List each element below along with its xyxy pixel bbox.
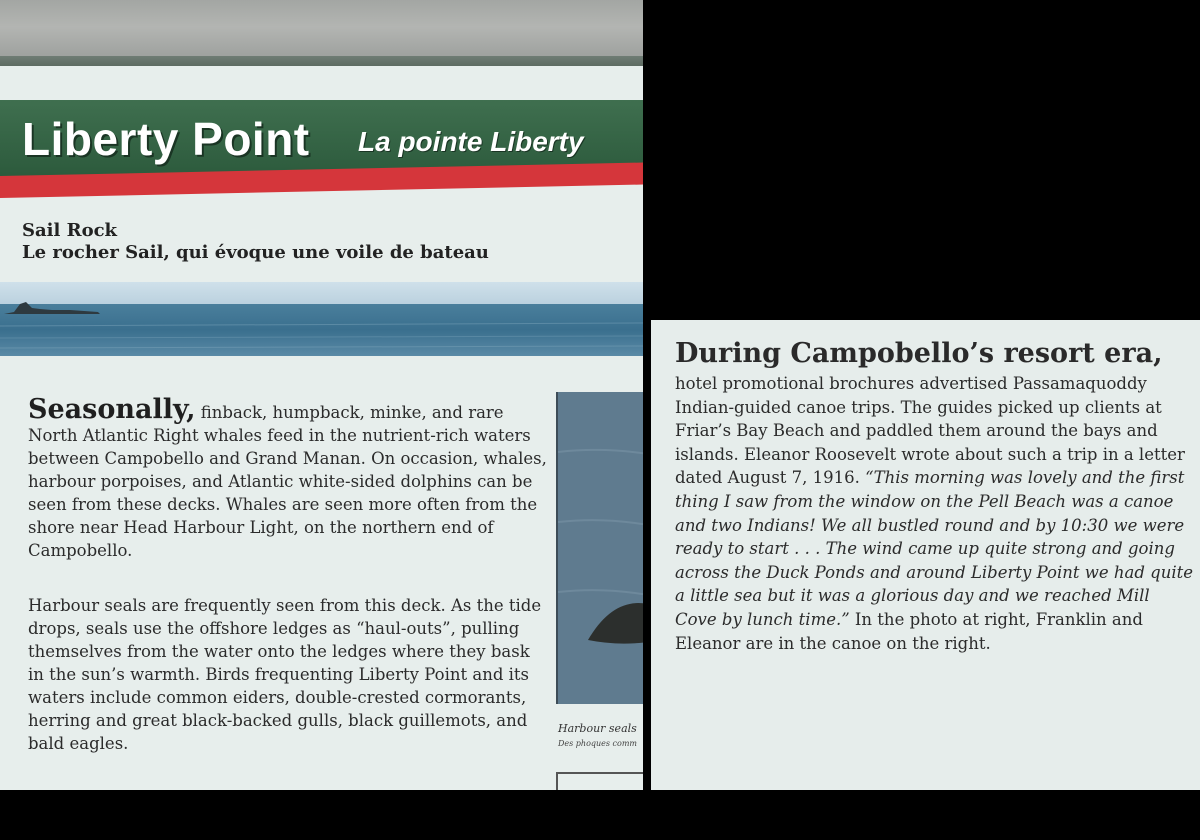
stone-frame-top — [0, 0, 643, 60]
harbour-seals-photo — [556, 392, 643, 704]
sign-title-french: La pointe Liberty — [358, 126, 584, 157]
resort-era-paragraph — [675, 372, 1195, 655]
whales-paragraph-lead: Seasonally, — [28, 394, 196, 425]
seals-paragraph: Harbour seals are frequently seen from this deck. As the tide drops, seals use the offshore ledges as “haul-outs”, pulling themselves from the water onto the ledges where they bask in the sun’s warmth. Birds frequenting Liberty Point and its waters include common eiders, double-crested cormorants, herring and great black-backed gulls, black guillemots, and bald eagles. — [28, 596, 542, 753]
inset-caption-english: Harbour seals — [558, 722, 637, 735]
sign-frame-edge — [0, 56, 643, 66]
resort-era-outro: In the photo at right, Franklin and Eleanor are in the canoe on the right. — [675, 609, 1143, 653]
photo-caption-french: Le rocher Sail, qui évoque une voile de bateau — [22, 242, 489, 263]
inset-caption-french: Des phoques comm — [558, 739, 638, 748]
roosevelt-letter-quote: “This morning was lovely and the first thing I saw from the window on the Pell Beach was a canoe and two Indians! We all bustled round and by 10:30 we were ready to start . . . The wind came up quite strong and going across the Duck Ponds and around Liberty Point we had quite a little sea but it was a glorious day and we reached Mill Cove by lunch time.” — [675, 468, 1194, 629]
whales-paragraph — [28, 394, 548, 562]
whales-paragraph-body: finback, humpback, minke, and rare North Atlantic Right whales feed in the nutrient-rich waters between Campobello and Grand Manan. On occasion, whales, harbour porpoises, and Atlantic white-sided dolphins can be seen from these decks. Whales are seen more often from the shore near Head Harbour Light, on the northern end of Campobello. — [28, 403, 547, 560]
photo-caption-english: Sail Rock — [22, 220, 118, 241]
inset-photo-frame — [556, 772, 643, 790]
right-sign-panel — [651, 320, 1200, 790]
sail-rock-sea-photo — [0, 282, 643, 356]
sign-title-english: Liberty Point — [22, 113, 310, 165]
resort-era-intro: hotel promotional brochures advertised Passamaquoddy Indian-guided canoe trips. The guides picked up clients at Friar’s Bay Beach and paddled them around the bays and islands. Eleanor Roosevelt wrote about such a trip in a letter dated August 7, 1916. — [675, 374, 1185, 488]
resort-era-heading: During Campobello’s resort era, — [675, 338, 1163, 369]
